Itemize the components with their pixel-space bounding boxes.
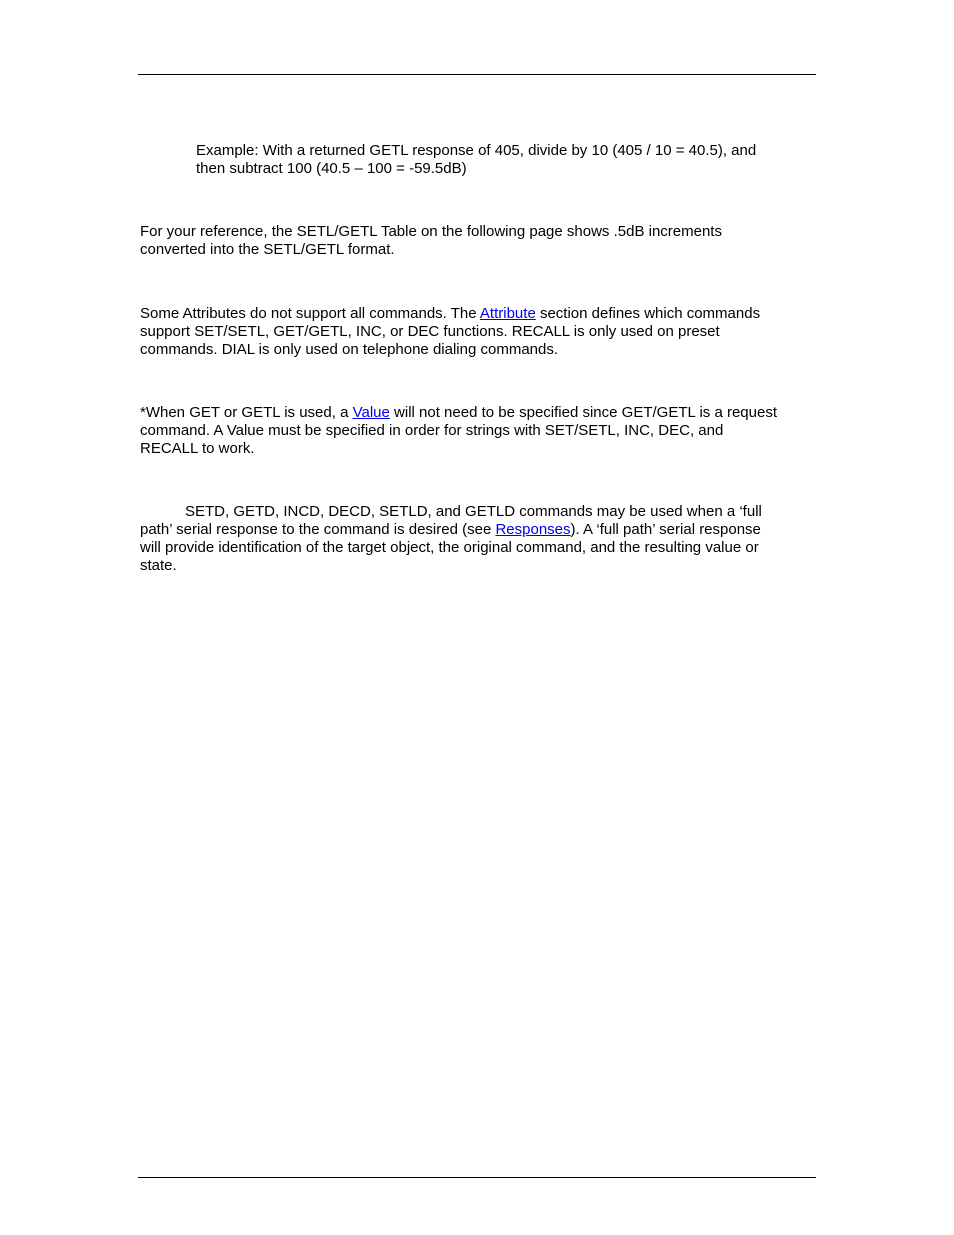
attributes-text-before: Some Attributes do not support all commands. The <box>140 305 480 322</box>
reference-line-1: For your reference, the SETL/GETL Table on the following page shows .5dB increments <box>140 223 722 240</box>
get-note-text-before: *When GET or GETL is used, a <box>140 404 353 421</box>
get-note-paragraph <box>140 404 810 458</box>
example-line-1: Example: With a returned GETL response of 405, divide by 10 (405 / 10 = 40.5), and <box>196 142 757 159</box>
reference-paragraph <box>140 223 780 259</box>
setd-line-2-after: ). A ‘full path’ serial response <box>570 521 761 538</box>
setd-line-2-before: path’ serial response to the command is desired (see <box>140 521 496 538</box>
get-note-line-2: command. A Value must be specified in order for strings with SET/SETL, INC, DEC, and <box>140 422 724 439</box>
attribute-link[interactable]: Attribute <box>479 305 536 322</box>
get-note-text-after: will not need to be specified since GET/GETL is a request <box>389 404 777 421</box>
example-line-2: then subtract 100 (40.5 – 100 = -59.5dB) <box>196 160 467 177</box>
header-rule <box>138 74 816 75</box>
attributes-text-after: section defines which commands <box>535 305 761 322</box>
attributes-paragraph <box>140 305 800 359</box>
attributes-line-2: support SET/SETL, GET/GETL, INC, or DEC functions. RECALL is only used on preset <box>140 323 720 340</box>
get-note-line-3: RECALL to work. <box>140 440 255 457</box>
attributes-line-3: commands. DIAL is only used on telephone dialing commands. <box>140 341 559 358</box>
value-link[interactable]: Value <box>352 404 390 421</box>
responses-link[interactable]: Responses <box>495 521 571 538</box>
setd-line-4: state. <box>140 557 177 574</box>
footer-rule <box>138 1177 816 1178</box>
reference-line-2: converted into the SETL/GETL format. <box>140 241 395 258</box>
setd-line-1: SETD, GETD, INCD, DECD, SETLD, and GETLD commands may be used when a ‘full <box>185 503 762 520</box>
example-paragraph <box>196 142 796 178</box>
setd-paragraph <box>140 503 800 575</box>
setd-line-3: will provide identification of the target object, the original command, and the resulting value or <box>140 539 759 556</box>
